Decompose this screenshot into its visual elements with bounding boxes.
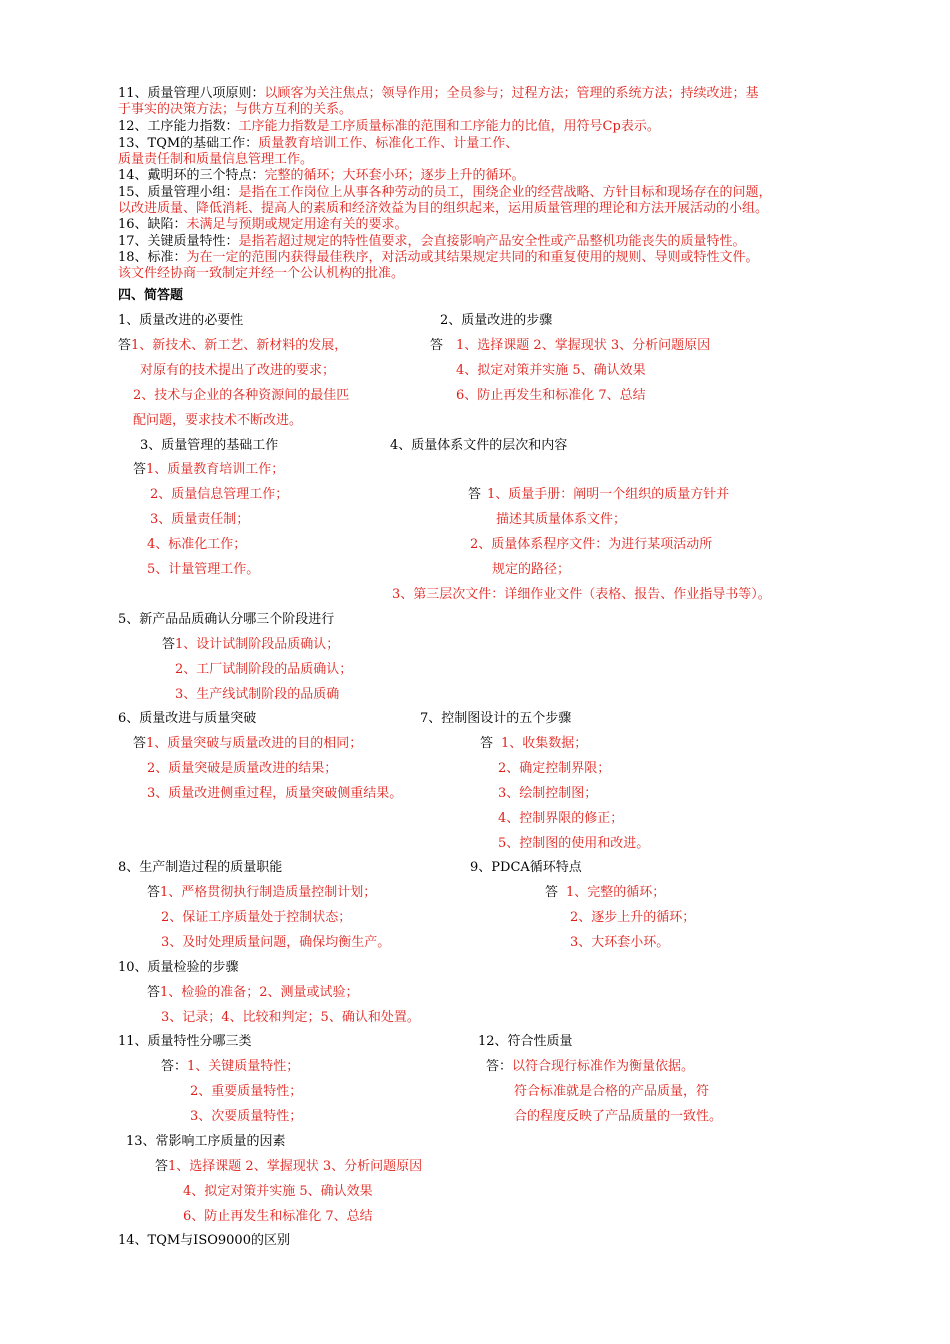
definition-text: 是指若超过规定的特性值要求，会直接影响产品安全性或产品整机功能丧失的质量特性。	[238, 234, 746, 249]
definition-11	[118, 86, 759, 102]
answer-13-line-1	[155, 1159, 422, 1175]
answer-11-line-1	[161, 1059, 299, 1075]
answer-12-line-3: 合的程度反映了产品质量的一致性。	[514, 1109, 723, 1124]
question-10-title: 10、质量检验的步骤	[118, 960, 239, 975]
answer-1-line-2: 对原有的技术提出了改进的要求；	[140, 363, 336, 378]
answer-prefix: 答	[545, 885, 559, 900]
answer-1-line-4: 配问题，要求技术不断改进。	[133, 413, 303, 428]
definition-label: 13、TQM的基础工作：	[118, 136, 259, 151]
answer-6-line-3: 3、质量改进侧重过程，质量突破侧重结果。	[147, 786, 403, 801]
answer-10-line-1	[147, 985, 359, 1001]
answer-10-line-2: 3、记录；4、比较和判定；5、确认和处置。	[161, 1010, 420, 1025]
question-11-title: 11、质量特性分哪三类	[118, 1034, 252, 1049]
answer-prefix: 答：	[486, 1059, 513, 1074]
answer-text: 1、质量教育培训工作；	[146, 462, 285, 477]
answer-prefix: 答	[133, 462, 147, 477]
answer-4-line-4: 规定的路径；	[492, 562, 571, 577]
answer-4-line-1	[468, 487, 729, 503]
question-8-title: 8、生产制造过程的质量职能	[118, 860, 283, 875]
answer-11-line-2: 2、重要质量特性；	[190, 1084, 303, 1099]
question-3-title: 3、质量管理的基础工作	[140, 438, 279, 453]
definition-11-cont: 于事实的决策方法；与供方互利的关系。	[118, 102, 353, 117]
answer-prefix: 答	[480, 736, 494, 751]
definition-17	[118, 234, 746, 250]
answer-12-line-1	[486, 1059, 694, 1075]
answer-prefix: 答	[133, 736, 147, 751]
answer-4-line-2: 描述其质量体系文件；	[496, 512, 627, 527]
answer-1-line-3: 2、技术与企业的各种资源间的最佳匹	[133, 388, 350, 403]
definition-15-cont: 以改进质量、降低消耗、提高人的素质和经济效益为目的组织起来，运用质量管理的理论和方法开展活动的小组。	[118, 201, 769, 216]
definition-18-cont: 该文件经协商一致制定并经一个公认机构的批准。	[118, 266, 405, 281]
definition-text: 是指在工作岗位上从事各种劳动的员工，围绕企业的经营战略、方针目标和现场存在的问题，	[238, 185, 772, 200]
answer-11-line-3: 3、次要质量特性；	[190, 1109, 303, 1124]
answer-7-line-2: 2、确定控制界限；	[498, 761, 611, 776]
answer-9-line-3: 3、大环套小环。	[570, 935, 670, 950]
question-6-title: 6、质量改进与质量突破	[118, 711, 257, 726]
definition-label: 18、标准：	[118, 250, 187, 265]
answer-3-line-4: 4、标准化工作；	[147, 537, 247, 552]
definition-14	[118, 168, 525, 184]
answer-prefix: 答：	[161, 1059, 188, 1074]
answer-5-line-2: 2、工厂试制阶段的品质确认；	[175, 662, 353, 677]
answer-prefix: 答	[118, 338, 132, 353]
answer-8-line-2: 2、保证工序质量处于控制状态；	[161, 910, 352, 925]
answer-text: 1、完整的循环；	[566, 885, 666, 900]
answer-prefix: 答	[155, 1159, 169, 1174]
answer-2-line-1	[430, 338, 710, 354]
answer-7-line-1	[480, 736, 587, 752]
definition-12	[118, 119, 660, 135]
answer-5-line-3: 3、生产线试制阶段的品质确	[175, 687, 340, 702]
answer-text: 1、严格贯彻执行制造质量控制计划；	[160, 885, 377, 900]
answer-prefix: 答	[430, 338, 444, 353]
definition-label: 12、工序能力指数：	[118, 119, 239, 134]
answer-7-line-4: 4、控制界限的修正；	[498, 811, 624, 826]
definition-label: 14、戴明环的三个特点：	[118, 168, 265, 183]
definition-text: 质量教育培训工作、标准化工作、计量工作、	[258, 136, 519, 151]
question-14-title: 14、TQM与ISO9000的区别	[118, 1233, 290, 1248]
answer-2-line-3: 6、防止再发生和标准化 7、总结	[456, 388, 646, 403]
answer-text: 1、设计试制阶段品质确认；	[175, 637, 340, 652]
answer-text: 1、新技术、新工艺、新材料的发展，	[131, 338, 348, 353]
answer-1-line-1	[118, 338, 347, 354]
definition-text: 未满足与预期或规定用途有关的要求。	[186, 217, 408, 232]
answer-text: 1、检验的准备；2、测量或试验；	[160, 985, 359, 1000]
answer-3-line-1	[133, 462, 284, 478]
answer-prefix: 答	[147, 985, 161, 1000]
answer-7-line-3: 3、绘制控制图；	[498, 786, 598, 801]
definition-16	[118, 217, 408, 233]
question-1-title: 1、质量改进的必要性	[118, 313, 244, 328]
answer-prefix: 答	[147, 885, 161, 900]
answer-prefix: 答	[162, 637, 176, 652]
answer-3-line-2: 2、质量信息管理工作；	[150, 487, 289, 502]
answer-2-line-2: 4、拟定对策并实施 5、确认效果	[456, 363, 646, 378]
question-12-title: 12、符合性质量	[478, 1034, 573, 1049]
answer-9-line-2: 2、逐步上升的循环；	[570, 910, 696, 925]
answer-7-line-5: 5、控制图的使用和改进。	[498, 836, 650, 851]
definition-label: 11、质量管理八项原则：	[118, 86, 265, 101]
answer-4-line-3: 2、质量体系程序文件：为进行某项活动所	[470, 537, 713, 552]
definition-text: 完整的循环；大环套小环；逐步上升的循环。	[264, 168, 525, 183]
answer-13-line-3: 6、防止再发生和标准化 7、总结	[183, 1209, 373, 1224]
answer-3-line-5: 5、计量管理工作。	[147, 562, 260, 577]
question-9-title: 9、PDCA循环特点	[470, 860, 582, 875]
answer-text: 1、收集数据；	[501, 736, 588, 751]
definition-text: 为在一定的范围内获得最佳秩序，对活动或其结果规定共同的和重复使用的规则、导则或特性文件。	[186, 250, 759, 265]
section-title: 四、简答题	[118, 288, 184, 303]
answer-text: 1、选择课题 2、掌握现状 3、分析问题原因	[456, 338, 711, 353]
answer-8-line-3: 3、及时处理质量问题，确保均衡生产。	[161, 935, 391, 950]
answer-text: 1、质量突破与质量改进的目的相同；	[146, 736, 363, 751]
definition-13	[118, 136, 518, 152]
definition-label: 15、质量管理小组：	[118, 185, 239, 200]
answer-text: 1、关键质量特性；	[187, 1059, 300, 1074]
answer-text: 以符合现行标准作为衡量依据。	[512, 1059, 695, 1074]
definition-label: 17、关键质量特性：	[118, 234, 239, 249]
answer-12-line-2: 符合标准就是合格的产品质量，符	[514, 1084, 710, 1099]
definition-text: 以顾客为关注焦点；领导作用；全员参与；过程方法；管理的系统方法；持续改进；基	[264, 86, 759, 101]
answer-4-line-5: 3、第三层次文件：详细作业文件（表格、报告、作业指导书等）。	[392, 587, 771, 602]
answer-text: 1、质量手册：阐明一个组织的质量方针并	[487, 487, 730, 502]
question-2-title: 2、质量改进的步骤	[440, 313, 553, 328]
question-5-title: 5、新产品品质确认分哪三个阶段进行	[118, 612, 335, 627]
answer-5-line-1	[162, 637, 339, 653]
question-4-title: 4、质量体系文件的层次和内容	[390, 438, 568, 453]
answer-8-line-1	[147, 885, 376, 901]
definition-18	[118, 250, 759, 266]
definition-label: 16、缺陷：	[118, 217, 187, 232]
answer-9-line-1	[545, 885, 665, 901]
definition-text: 工序能力指数是工序质量标准的范围和工序能力的比值，用符号Cp表示。	[238, 119, 660, 134]
answer-text: 1、选择课题 2、掌握现状 3、分析问题原因	[168, 1159, 423, 1174]
answer-6-line-2: 2、质量突破是质量改进的结果；	[147, 761, 338, 776]
definition-15	[118, 185, 772, 201]
answer-13-line-2: 4、拟定对策并实施 5、确认效果	[183, 1184, 373, 1199]
answer-3-line-3: 3、质量责任制；	[150, 512, 250, 527]
answer-6-line-1	[133, 736, 362, 752]
question-7-title: 7、控制图设计的五个步骤	[420, 711, 572, 726]
answer-prefix: 答	[468, 487, 482, 502]
question-13-title: 13、常影响工序质量的因素	[126, 1134, 286, 1149]
definition-13-cont: 质量责任制和质量信息管理工作。	[118, 152, 314, 167]
